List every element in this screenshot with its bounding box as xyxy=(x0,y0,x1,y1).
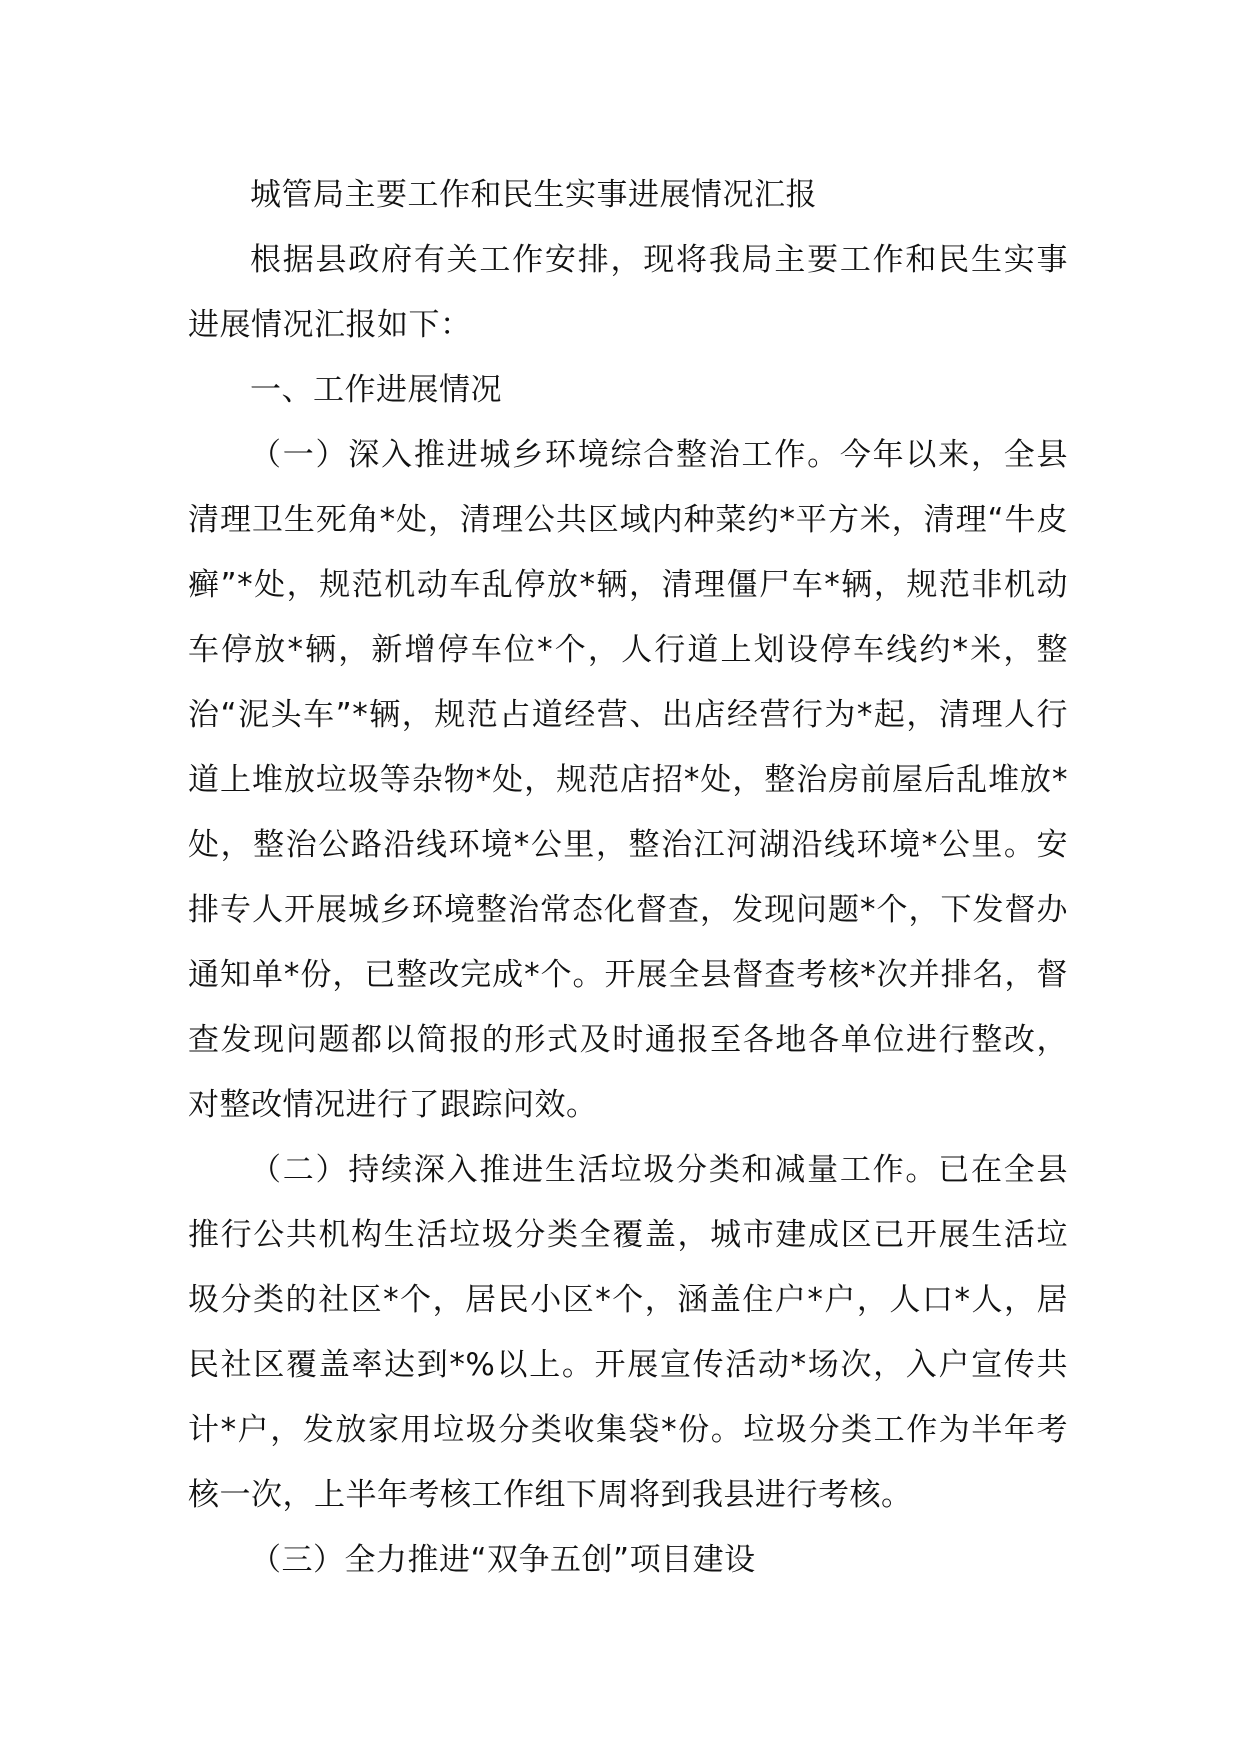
document-body xyxy=(188,163,1068,1593)
paragraph-garbage-sorting: （二）持续深入推进生活垃圾分类和减量工作。已在全县推行公共机构生活垃圾分类全覆盖，城市建成区已开展生活垃圾分类的社区*个，居民小区*个，涵盖住户*户，人口*人，居民社区覆盖率达到*%以上。开展宣传活动*场次，入户宣传共计*户，发放家用垃圾分类收集袋*份。垃圾分类工作为半年考核一次，上半年考核工作组下周将到我县进行考核。 xyxy=(188,1152,1068,1513)
paragraph-project-construction: （三）全力推进“双争五创”项目建设 xyxy=(250,1542,756,1578)
section-heading: 一、工作进展情况 xyxy=(250,372,502,408)
document-title: 城管局主要工作和民生实事进展情况汇报 xyxy=(250,177,817,213)
intro-paragraph: 根据县政府有关工作安排，现将我局主要工作和民生实事进展情况汇报如下： xyxy=(188,242,1068,343)
paragraph-urban-rural-environment: （一）深入推进城乡环境综合整治工作。今年以来，全县清理卫生死角*处，清理公共区域内种菜约*平方米，清理“牛皮癣”*处，规范机动车乱停放*辆，清理僵尸车*辆，规范非机动车停放*辆，新增停车位*个，人行道上划设停车线约*米，整治“泥头车”*辆，规范占道经营、出店经营行为*起，清理人行道上堆放垃圾等杂物*处，规范店招*处，整治房前屋后乱堆放*处，整治公路沿线环境*公里，整治江河湖沿线环境*公里。安排专人开展城乡环境整治常态化督查，发现问题*个，下发督办通知单*份，已整改完成*个。开展全县督查考核*次并排名，督查发现问题都以简报的形式及时通报至各地各单位进行整改，对整改情况进行了跟踪问效。 xyxy=(188,437,1068,1123)
